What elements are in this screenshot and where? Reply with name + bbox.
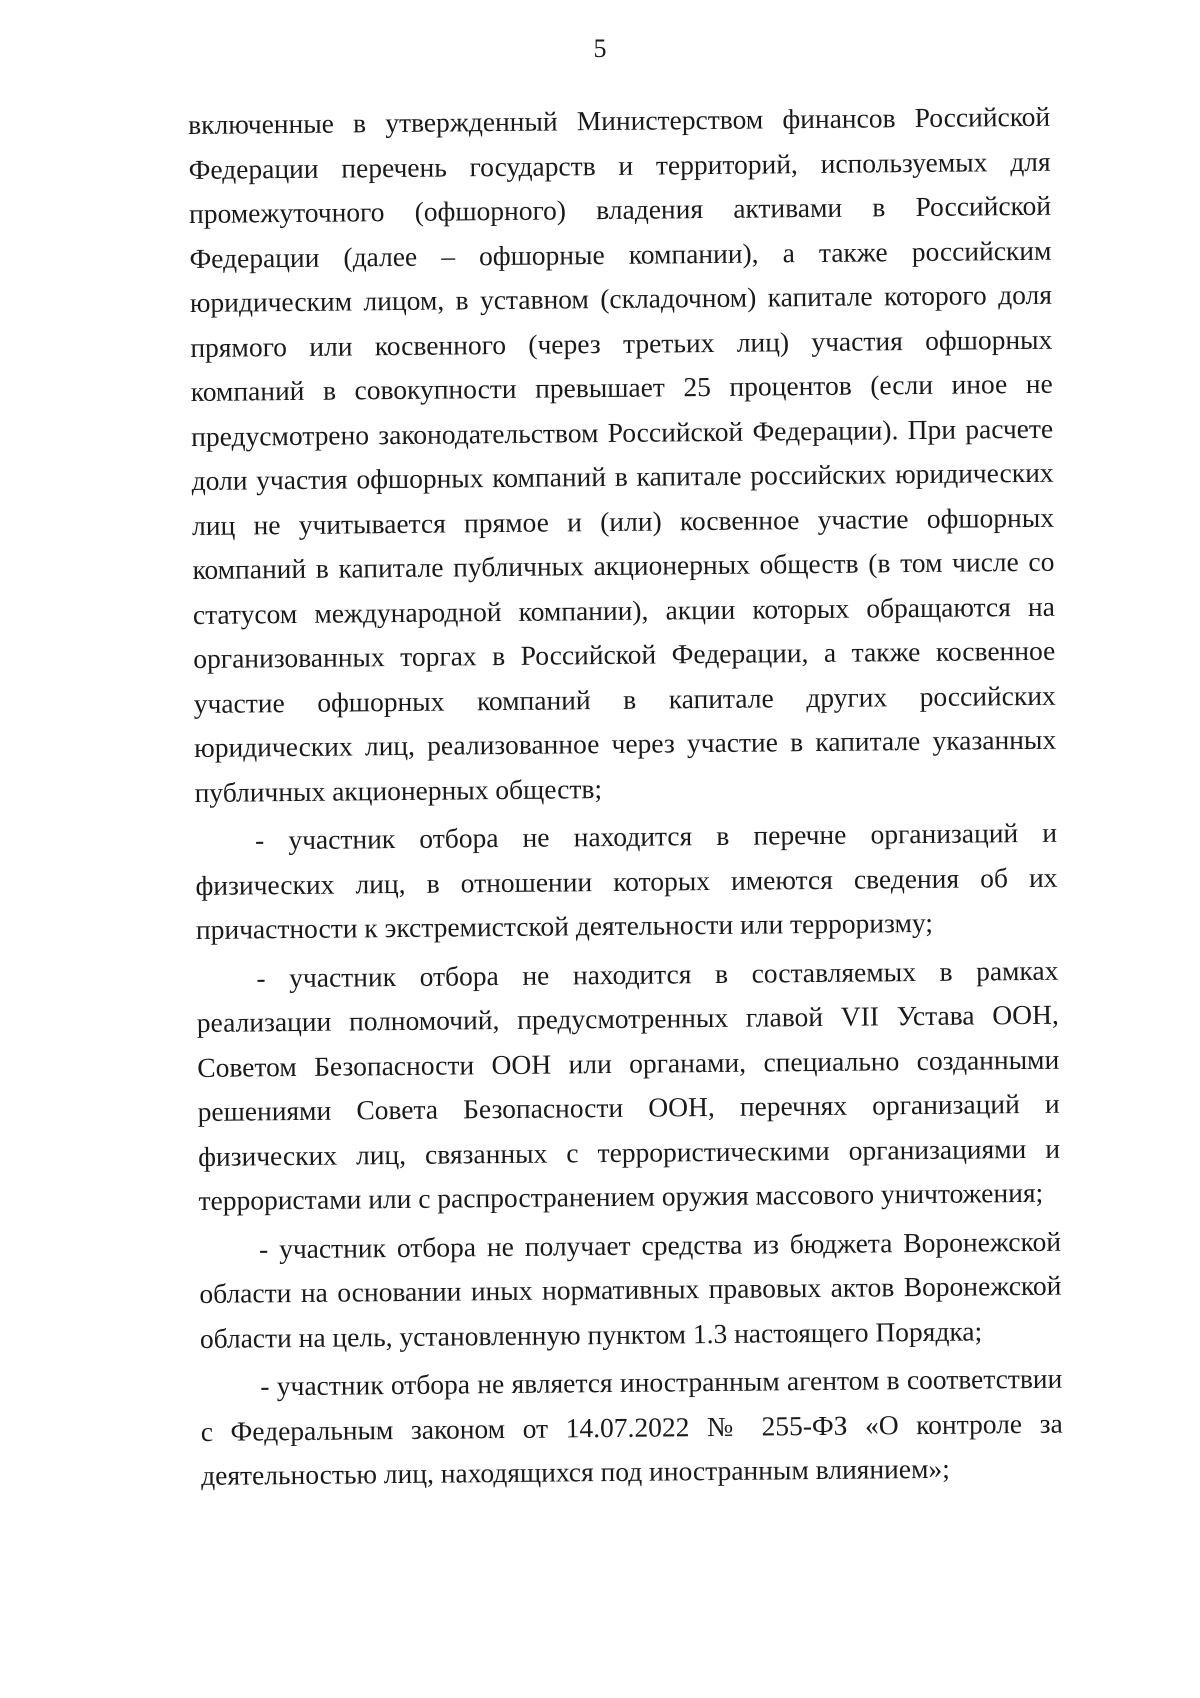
page-number: 5: [593, 34, 607, 63]
document-body: [188, 95, 1063, 1499]
paragraph-foreign-agent: - участник отбора не является иностранным агентом в соответствии с Федеральным законом от 14.07.2022 № 255-ФЗ «О контроле за деятельностью лиц, находящихся под иностранным влиянием»;: [200, 1362, 1063, 1491]
paragraph-offshore-companies: включенные в утвержденный Министерством финансов Российской Федерации перечень государств и территорий, используемых для промежуточного (офшорного) владения активами в Российской Федерации (далее – офшорные компании), а также российским юридическим лицом, в уставном (складочном) капитале которого доля прямого или косвенного (через третьих лиц) участия офшорных компаний в совокупности превышает 25 процентов (если иное не предусмотрено законодательством Российской Федерации). При расчете доли участия офшорных компаний в капитале российских юридических лиц не учитывается прямое и (или) косвенное участие офшорных компаний в капитале публичных акционерных обществ (в том числе со статусом международной компании), акции которых обращаются на организованных торгах в Российской Федерации, а также косвенное участие офшорных компаний в капитале других российских юридических лиц, реализованное через участие в капитале указанных публичных акционерных обществ;: [188, 100, 1057, 808]
paragraph-extremism-list: - участник отбора не находится в перечне организаций и физических лиц, в отношении которых имеются сведения об их причастности к экстремистской деятельности или терроризму;: [195, 816, 1058, 945]
paragraph-budget-funds: - участник отбора не получает средства из бюджета Воронежской области на основании иных нормативных правовых актов Воронежской области на цель, установленную пунктом 1.3 настоящего Порядка;: [199, 1225, 1062, 1354]
paragraph-un-security-council-lists: - участник отбора не находится в составляемых в рамках реализации полномочий, предусмотренных главой VII Устава ООН, Советом Безопасности ООН или органами, специально созданными решениями Совета Безопасности ООН, перечнях организаций и физических лиц, связанных с террористическими организациями и террористами или с распространением оружия массового уничтожения;: [196, 954, 1061, 1216]
